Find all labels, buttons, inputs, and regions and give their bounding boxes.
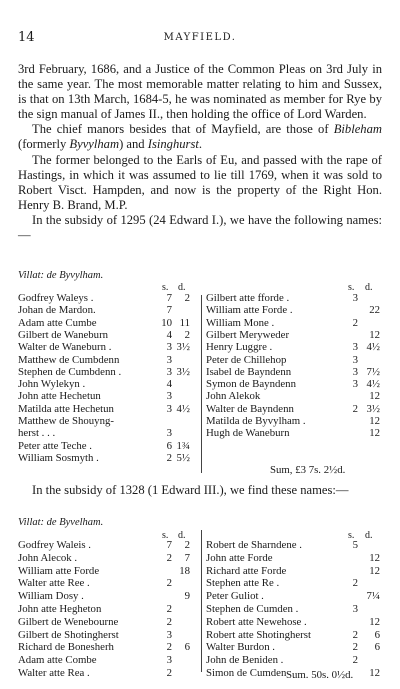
entry-name: Godfrey Waleis . [18,539,91,551]
entry-pence: 12 [369,390,380,403]
entry-pence: 12 [369,551,380,564]
entry-pence: 22 [369,304,380,317]
entry-pence: 4½ [366,378,380,391]
entry-pence: 12 [369,667,380,679]
entry-name: Matilda atte Hechetun [18,402,114,415]
entry-name: Matthew de Shouyng- [18,415,114,427]
table-heading: Villat: de Byvylham. [18,270,104,281]
entry-name: Godfrey Waleys . [18,292,94,304]
entry-name: William Mone . [206,316,275,329]
entry-name: William atte Forde . [206,304,293,317]
entry-name: herst . . . [18,427,56,440]
entry-pence: 3½ [366,402,380,415]
entry-name: John atte Forde [206,551,273,564]
entry-shillings: 7 [166,539,172,551]
entry-shillings: 4 [166,328,172,341]
col-header-s: s. [348,282,355,293]
sum-line: Sum. 50s. 0½d. [286,669,354,681]
entry-shillings: 2 [166,551,172,564]
entry-name: Gilbert de Wenebourne [18,615,119,628]
entry-pence: 3½ [176,365,190,378]
entry-name: Walter Burdon . [206,641,275,654]
entry-shillings: 2 [352,402,358,415]
entry-shillings: 2 [166,667,172,679]
entry-shillings: 3 [166,353,172,366]
entry-name: Johan de Mardon. [18,304,96,317]
entry-pence: 12 [369,415,380,427]
entry-pence: 5½ [176,451,190,464]
entry-shillings: 2 [166,615,172,628]
entry-name: Walter de Bayndenn [206,402,294,415]
manor-name: Bibleham [333,122,382,137]
entry-name: Adam atte Combe [18,654,97,667]
running-title: MAYFIELD. [163,32,237,43]
entry-name: Peter Guliot . [206,590,264,603]
entry-name: Walter de Waneburn . [18,341,112,354]
entry-name: Gilbert atte fforde . [206,292,290,304]
entry-name: William Dosy . [18,590,84,603]
entry-shillings: 10 [161,316,172,329]
manor-name: Byvylham [69,137,120,152]
col-header-s: s. [162,282,169,293]
entry-pence: 2 [184,292,190,304]
entry-shillings: 2 [166,603,172,615]
entry-shillings: 2 [352,316,358,329]
entry-name: Symon de Bayndenn [206,378,296,391]
entry-name: William atte Forde [18,564,100,577]
entry-name: Robert atte Shotingherst [206,628,311,641]
entry-pence: 6 [374,641,380,654]
entry-shillings: 3 [352,603,358,615]
entry-name: Hugh de Waneburn [206,427,290,440]
entry-name: Robert de Sharndene . [206,539,302,551]
entry-pence: 7½ [366,365,380,378]
entry-name: Matthew de Cumbdenn [18,353,120,366]
entry-pence: 7¼ [366,590,380,603]
entry-shillings: 2 [166,641,172,654]
entry-pence: 4½ [366,341,380,354]
entry-shillings: 3 [166,628,172,641]
entry-shillings: 3 [352,353,358,366]
entry-pence: 2 [184,328,190,341]
col-header-d: d. [365,530,373,541]
entry-name: Matilda de Byvylham . [206,415,306,427]
entry-shillings: 3 [166,341,172,354]
column-divider [201,295,202,473]
entry-shillings: 5 [352,539,358,551]
entry-shillings: 3 [166,427,172,440]
entry-name: Peter atte Teche . [18,439,92,452]
page-header [18,30,382,46]
col-header-s: s. [162,530,169,541]
entry-shillings: 7 [166,304,172,317]
entry-name: John atte Hegheton [18,603,102,615]
entry-shillings: 4 [166,378,172,391]
entry-name: Gilbert de Shotingherst [18,628,119,641]
entry-name: Henry Luggre . [206,341,273,354]
sum-line: Sum, £3 7s. 2½d. [270,464,346,476]
entry-name: Walter atte Ree . [18,577,90,590]
entry-name: John Wylekyn . [18,378,86,391]
entry-pence: 4½ [176,402,190,415]
entry-pence: 3½ [176,341,190,354]
entry-shillings: 6 [166,439,172,452]
table-heading: Villat: de Byvelham. [18,517,104,528]
entry-name: William Sosmyth . [18,451,99,464]
entry-name: Stephen de Cumden . [206,603,299,615]
entry-shillings: 3 [166,654,172,667]
entry-pence: 11 [179,316,190,329]
entry-name: Richard de Bonesherh [18,641,114,654]
entry-shillings: 3 [352,341,358,354]
entry-shillings: 2 [352,628,358,641]
entry-shillings: 2 [352,641,358,654]
entry-name: Stephen atte Re . [206,577,280,590]
entry-shillings: 3 [352,378,358,391]
manor-name: Isinghurst [147,137,199,152]
paragraph: In the subsidy of 1295 (24 Edward I.), we have the following names:— [18,212,382,243]
column-divider [201,530,202,672]
entry-pence: 12 [369,427,380,440]
col-header-d: d. [178,530,186,541]
entry-pence: 12 [369,615,380,628]
entry-name: Richard atte Forde [206,564,287,577]
entry-name: Simon de Cumden [206,667,287,679]
col-header-d: d. [365,282,373,293]
paragraph: The chief manors besides that of Mayfield, are those of Bibleham (formerly Byvylham) and Isinghurst. [18,122,382,152]
entry-shillings: 2 [166,577,172,590]
subsidy-table-1295 [18,269,382,482]
entry-shillings: 3 [352,292,358,304]
entry-name: John Alecok . [18,551,78,564]
entry-shillings: 2 [166,451,172,464]
entry-pence: 12 [369,328,380,341]
entry-shillings: 3 [166,402,172,415]
entry-pence: 1¾ [176,439,190,452]
entry-name: Gilbert de Waneburn [18,328,109,341]
subsidy-table-1328 [18,516,382,681]
entry-pence: 2 [184,539,190,551]
entry-pence: 12 [369,564,380,577]
entry-shillings: 3 [166,365,172,378]
paragraph: The former belonged to the Earls of Eu, and passed with the rape of Hastings, in which it was assumed to lie till 1769, when it was sold to Robert Visct. Hampden, and now is the property of the Right Hon. Henry B. Brand, M.P. [18,152,382,212]
entry-pence: 6 [374,628,380,641]
entry-name: Adam atte Cumbe [18,316,97,329]
entry-shillings: 3 [352,365,358,378]
page-number: 14 [18,30,35,45]
entry-name: Stephen de Cumbdenn . [18,365,122,378]
entry-name: Isabel de Bayndenn [206,365,292,378]
entry-shillings: 3 [166,390,172,403]
entry-shillings: 2 [352,577,358,590]
entry-name: Robert atte Newehose . [206,615,307,628]
main-text [18,62,382,243]
entry-name: Walter atte Rea . [18,667,90,679]
col-header-d: d. [178,282,186,293]
entry-name: John de Beniden . [206,654,284,667]
col-header-s: s. [348,530,355,541]
entry-name: Peter de Chillehop [206,353,287,366]
paragraph: 3rd February, 1686, and a Justice of the Common Pleas on 3rd July in the same year. The most memorable matter relating to him and Sussex, is that on 13th March, 1684-5, he was nominated as member for Rye by the sign manual of James II., then holding the office of Lord Warden. [18,62,382,122]
entry-shillings: 7 [166,292,172,304]
paragraph: In the subsidy of 1328 (1 Edward III.), we find these names:— [32,483,349,497]
entry-pence: 18 [179,564,190,577]
entry-shillings: 2 [352,654,358,667]
entry-name: John atte Hechetun [18,390,101,403]
entry-name: John Alekok [206,390,261,403]
entry-pence: 6 [184,641,190,654]
entry-name: Gilbert Meryweder [206,328,290,341]
entry-pence: 9 [184,590,190,603]
entry-pence: 7 [184,551,190,564]
